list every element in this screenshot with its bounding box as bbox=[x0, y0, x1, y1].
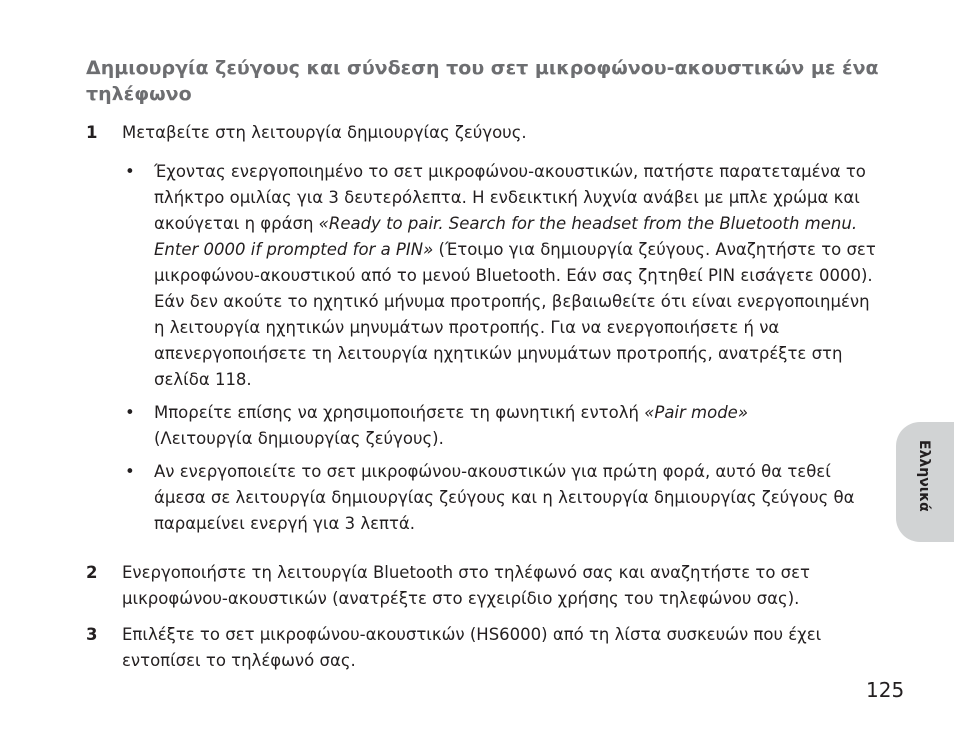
step-3 bbox=[86, 622, 886, 674]
step-text: Μεταβείτε στη λειτουργία δημιουργίας ζεύγους. bbox=[122, 123, 527, 142]
bullet-text: (Έτοιμο για δημιουργία ζεύγους. Αναζητήστε το σετ μικροφώνου-ακουστικού από το μενού Bluetooth. Εάν σας ζητηθεί PIN εισάγετε 0000). Εάν δεν ακούτε το ηχητικό μήνυμα προτροπής, βεβαιωθείτε ότι είναι ενεργοποιημένη η λειτουργία ηχητικών μηνυμάτων προτροπής. Για να ενεργοποιήσετε ή να απενεργοποιήσετε τη λειτουργία ηχητικών μηνυμάτων προτροπής, ανατρέξτε στη σελίδα 118. bbox=[154, 240, 876, 389]
bullet-marker: • bbox=[125, 462, 135, 481]
step-number: 2 bbox=[86, 563, 98, 582]
bullet-marker: • bbox=[125, 162, 135, 181]
bullet-text: Αν ενεργοποιείτε το σετ μικροφώνου-ακουστικών για πρώτη φορά, αυτό θα τεθεί άμεσα σε λειτουργία δημιουργίας ζεύγους και η λειτουργία δημιουργίας ζεύγους θα παραμείνει ενεργή για 3 λεπτά. bbox=[154, 462, 855, 533]
bullet-text: (Λειτουργία δημιουργίας ζεύγους). bbox=[154, 429, 444, 448]
bullet-item bbox=[122, 159, 882, 393]
language-tab-label: Ελληνικά bbox=[916, 440, 932, 512]
page-number: 125 bbox=[866, 678, 905, 702]
bullet-marker: • bbox=[125, 403, 135, 422]
section-heading: Δημιουργία ζεύγους και σύνδεση του σετ μικροφώνου-ακουστικών με ένα τηλέφωνο bbox=[86, 57, 879, 105]
bullet-list bbox=[122, 159, 882, 537]
bullet-text: Μπορείτε επίσης να χρησιμοποιήσετε τη φωνητική εντολή bbox=[154, 403, 645, 422]
language-tab bbox=[896, 422, 954, 542]
step-2 bbox=[86, 560, 886, 612]
step-1 bbox=[86, 120, 886, 146]
bullet-quote: «Pair mode» bbox=[644, 403, 749, 422]
bullet-text: Έχοντας ενεργοποιημένο το σετ μικροφώνου-ακουστικών, πατήστε παρατεταμένα το πλήκτρο ομιλίας για 3 δευτερόλεπτα. Η ενδεικτική λυχνία ανάβει με μπλε χρώμα και ακούγεται η φράση bbox=[154, 162, 866, 233]
step-number: 3 bbox=[86, 625, 98, 644]
step-text: Επιλέξτε το σετ μικροφώνου-ακουστικών (HS6000) από τη λίστα συσκευών που έχει εντοπίσει το τηλέφωνό σας. bbox=[122, 625, 822, 670]
bullet-item bbox=[122, 459, 882, 537]
bullet-item bbox=[122, 400, 882, 452]
step-number: 1 bbox=[86, 123, 98, 142]
step-text: Ενεργοποιήστε τη λειτουργία Bluetooth στο τηλέφωνό σας και αναζητήστε το σετ μικροφώνου-ακουστικών (ανατρέξτε στο εγχειρίδιο χρήσης του τηλεφώνου σας). bbox=[122, 563, 810, 608]
bullet-quote: «Ready to pair. Search for the headset from the Bluetooth menu. Enter 0000 if prompted for a PIN» bbox=[154, 214, 858, 259]
